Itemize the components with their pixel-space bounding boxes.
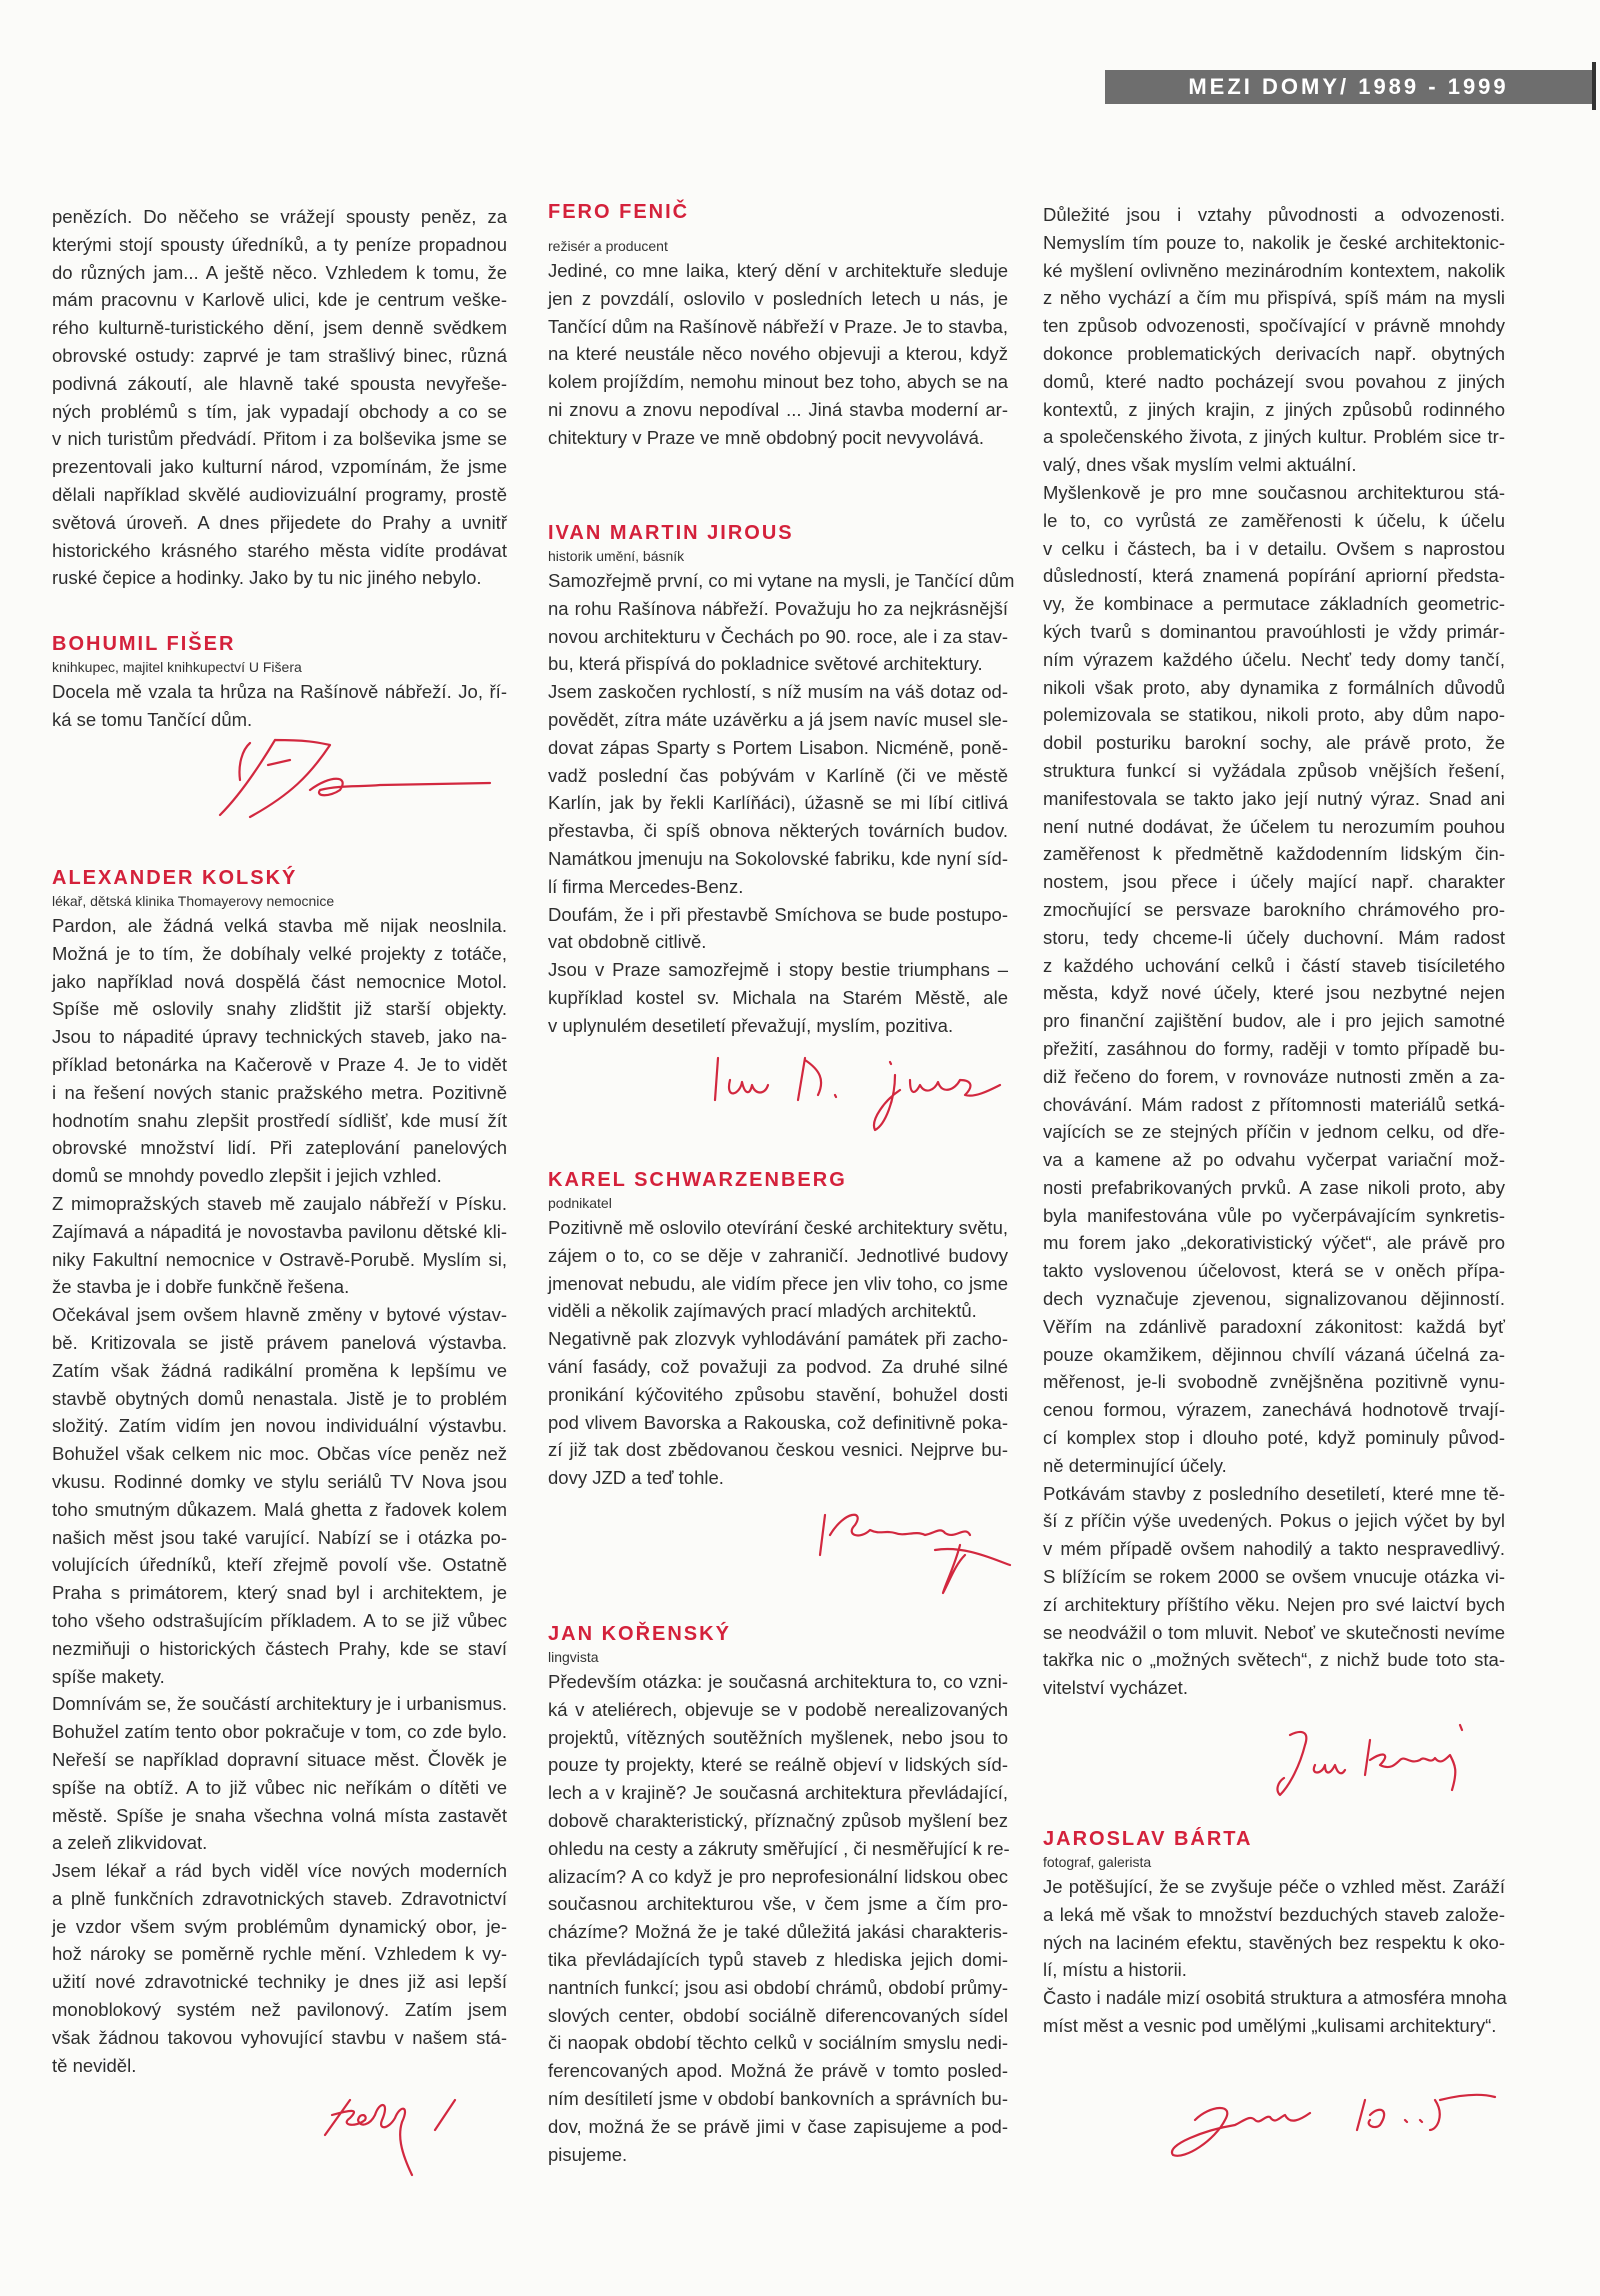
text-line: pro finanční zajištění budov, ale i pro jejich samotné <box>1043 1010 1505 1032</box>
text-line: ší z příčin výše uvedených. Pokus o jejich výčet by byl <box>1043 1510 1505 1532</box>
text-line: pod vlivem Bavorska a Rakouska, což definitivně poka- <box>548 1411 1008 1433</box>
text-line: příklad betonárka na Kačerově v Praze 4. Je to vidět <box>52 1053 507 1075</box>
text-line: Důležité jsou i vztahy původnosti a odvozenosti. <box>1043 204 1505 225</box>
section-title: MEZI DOMY/ 1989 - 1999 <box>1188 74 1509 99</box>
paragraph <box>52 912 507 1190</box>
paragraph <box>548 567 1015 678</box>
text-line: storu, tedy chceme-li účely duchovní. Mám radost <box>1043 926 1505 948</box>
text-line: kontextů, z jiných krajin, z jiných způsobů rodinného <box>1043 398 1505 420</box>
text-line: Pozitivně mě oslovilo otevírání české architektury světu, <box>548 1217 1008 1238</box>
text-line: Zatím však žádná radikální proměna k lepšímu ve <box>52 1359 507 1381</box>
paragraph <box>548 1325 1008 1492</box>
text-line: Neřeší se například dopravní situace měst. Člověk je <box>52 1748 507 1770</box>
signature-barta <box>1165 2075 1500 2170</box>
text-line: vkusu. Rodinné domky ve stylu seriálů TV Nova jsou <box>52 1470 507 1492</box>
text-line: lí, místu a historii. <box>1043 1959 1187 1981</box>
text-line: městě. Spíše je snaha všechna volná místa zastavět <box>52 1804 507 1826</box>
paragraph <box>52 203 507 592</box>
text-line: obrovské množství lidí. Při zateplování panelových <box>52 1137 507 1159</box>
text-line: nezmiňuji o historických částech Prahy, kde se staví <box>52 1637 507 1659</box>
paragraph <box>52 1857 507 2079</box>
text-line: tika převládajících typů staveb z hlediska jejich domi- <box>548 1948 1008 1970</box>
text-line: toho smutným důkazem. Malá ghetta z řadovek kolem <box>52 1498 507 1520</box>
signature-korensky <box>1270 1720 1480 1805</box>
contribution-jirous <box>548 521 1015 1040</box>
text-line: ká v ateliérech, objevuje se v podobě nerealizovaných <box>548 1698 1008 1720</box>
text-line: ohledu na cesty a zákruty směřující , či nesměřující k re- <box>548 1837 1010 1859</box>
contribution-korensky-continuation <box>1043 201 1505 1702</box>
text-line: lech a v krajině? Je současná architektura převládající, <box>548 1782 1008 1804</box>
text-line: slových center, období sociálně diferencovaných sídel <box>548 2004 1008 2026</box>
text-line: v mém případě ovšem nahodilý a takto nespravedlivý. <box>1043 1538 1505 1560</box>
text-line: současnou architekturou vše, v čem jsme a čím pro- <box>548 1893 1008 1915</box>
text-line: a zeleň zlikvidovat. <box>52 1832 208 1854</box>
text-line: povědět, zítra máte uzávěrku a já jsem navíc musel sle- <box>548 708 1008 730</box>
text-line: Docela mě vzala ta hrůza na Rašínově nábřeží. Jo, ří- <box>52 681 507 702</box>
text-line: stavbě obytných domů nenastala. Jistě je to problém <box>52 1387 507 1409</box>
text-line: Doufám, že i při přestavbě Smíchova se bude postupo- <box>548 903 1008 925</box>
text-line: pouze okamžikem, dějinnou chvílí vázaná účelná za- <box>1043 1343 1505 1365</box>
contribution-korensky <box>548 1622 1008 2168</box>
text-line: ním desítiletí jsme v období bankovních a správních bu- <box>548 2087 1008 2109</box>
text-line: míst měst a vesnic pod umělými „kulisami architektury“. <box>1043 2014 1497 2036</box>
text-line: chitektury v Praze ve mně obdobný pocit nevyvolává. <box>548 426 985 448</box>
author-role: režisér a producent <box>548 238 668 254</box>
text-line: alizacím? A co když je pro neprofesionální lidskou obec <box>548 1865 1008 1887</box>
text-line: volujících úředníků, kteří zřejmě povolí vše. Ostatně <box>52 1554 507 1576</box>
text-line: mám pracovnu v Karlově ulici, kde je centrum veške- <box>52 289 507 311</box>
text-line: ká se tomu Tančící dům. <box>52 708 253 730</box>
text-line: i na řešení nových stanic pražského metra. Pozitivně <box>52 1081 507 1103</box>
text-line: a společenského života, z jiných kultur. Problém sice tr- <box>1043 426 1505 448</box>
text-line: monoblokový systém než pavilonový. Zatím jsem <box>52 1999 507 2021</box>
text-line: takto vyslovenou účelovost, která se v oněch přípa- <box>1043 1260 1505 1282</box>
text-line: že stavba je i dobře funkčně řešena. <box>52 1276 350 1298</box>
contribution-fiser <box>52 632 507 734</box>
article-intro-continuation <box>52 203 507 592</box>
text-line: Karlín, jak by řekli Karlíňáci), úžasně se mi líbí citlivá <box>548 792 1008 814</box>
signature-kolsky <box>320 2090 480 2185</box>
text-line: vitelství vycházet. <box>1043 1677 1188 1699</box>
text-line: dokonce problematických derivacích např. obytných <box>1043 342 1505 364</box>
text-line: pouze ty projekty, které se reálně objeví v lidských síd- <box>548 1754 1008 1776</box>
text-line: a leká mě však to množství bezduchých staveb založe- <box>1043 1903 1505 1925</box>
text-line: Zajímavá a nápaditá je novostavba pavilonu dětské kli- <box>52 1220 507 1242</box>
section-header-bar <box>1105 70 1592 104</box>
author-name: FERO FENIČ <box>548 201 690 223</box>
text-line: Především otázka: je současná architektura to, co vzni- <box>548 1671 1008 1692</box>
text-line: složitý. Zatím vidím jen novou individuální výstavbu. <box>52 1415 507 1437</box>
text-line: Domnívám se, že součástí architektury je i urbanismus. <box>52 1693 507 1715</box>
text-line: domů, které nadto pocházejí svou povahou z jiných <box>1043 370 1505 392</box>
text-line: cházíme? Možná že je také důležitá jakási charakteris- <box>548 1921 1008 1943</box>
text-line: toho všeho odstrašujícím příkladem. A to se již vůbec <box>52 1609 507 1631</box>
text-line: dobově charakteristický, příznačný způsob myšlení bez <box>548 1809 1008 1831</box>
text-line: viděli a několik zajímavých prací mladých architektů. <box>548 1300 977 1322</box>
text-line: zmocňující se persvaze barokního chrámového pro- <box>1043 898 1505 920</box>
text-line: ké myšlení ovlivněno mezinárodním kontextem, nakolik <box>1043 259 1505 281</box>
author-name: IVAN MARTIN JIROUS <box>548 522 794 544</box>
text-line: kých tvarů s dominantou pravoúhlosti je vždy primár- <box>1043 620 1505 642</box>
text-line: ruské čepice a hodinky. Jako by tu nic jiného nebylo. <box>52 567 482 589</box>
text-line: zí architektury příštího věku. Nejen pro své laictví bych <box>1043 1593 1505 1615</box>
text-line: Namátkou jmenuju na Sokolovské fabriku, kde nyní síd- <box>548 847 1008 869</box>
contribution-barta <box>1043 1827 1505 2040</box>
signature-fiser <box>180 735 500 820</box>
text-line: ni znovu a znovu nepodíval ... Jiná stavba moderní ar- <box>548 398 1008 420</box>
paragraph <box>52 1190 507 1301</box>
text-line: v celku i částech, ba i v detailu. Ovšem s naprostou <box>1043 537 1505 559</box>
text-line: Z mimopražských staveb mě zaujalo nábřeží v Písku. <box>52 1192 507 1214</box>
text-line: va a kamene až po odvahu vyčerpat variační mož- <box>1043 1149 1505 1171</box>
text-line: le to, co vyrůstá ze zaměřenosti k účelu, k účelu <box>1043 509 1505 531</box>
text-line: se neodvážil o tom mluvit. Neboť ve skutečnosti nevíme <box>1043 1621 1505 1643</box>
contribution-schwarzenberg <box>548 1168 1008 1492</box>
text-line: důsledností, která znamená popírání apriorní předsta- <box>1043 565 1505 587</box>
text-line: světová úroveň. A dnes přijedete do Prahy a uvnitř <box>52 511 507 533</box>
text-line: z každého uchování celků i částí staveb tisíciletého <box>1043 954 1505 976</box>
text-line: Pardon, ale žádná velká stavba mě nijak neoslnila. <box>52 915 507 936</box>
text-line: Věřím na zdánlivě paradoxní zákonitost: každá byť <box>1043 1315 1505 1337</box>
text-line: kterými stojí spousty úředníků, a ty peníze propadnou <box>52 233 507 255</box>
text-line: a plně funkčních zdravotnických staveb. Zdravotnictví <box>52 1887 507 1909</box>
text-line: Bohužel však celkem nic moc. Občas více peněz než <box>52 1443 507 1465</box>
paragraph <box>52 678 507 734</box>
text-line: užití nové zdravotnické techniky je dnes již asi lepší <box>52 1971 507 1993</box>
text-line: hož nároky se poměrně rychle mění. Vzhledem k vy- <box>52 1943 507 1965</box>
text-line: tě neviděl. <box>52 2054 137 2076</box>
text-line: spíše na obtíž. A to již vůbec nic neříkám o dítěti ve <box>52 1776 507 1798</box>
author-name: JAN KOŘENSKÝ <box>548 1623 731 1645</box>
text-line: Myšlenkově je pro mne současnou architekturou stá- <box>1043 481 1505 503</box>
paragraph <box>52 1690 507 1857</box>
text-line: vadž poslední čas pobývám v Karlíně (či ve městě <box>548 764 1008 786</box>
author-name: KAREL SCHWARZENBERG <box>548 1169 847 1191</box>
text-line: Často i nadále mizí osobitá struktura a atmosféra mnoha <box>1043 1987 1507 2009</box>
text-line: dov, možná že se právě jimi v čase zapisujeme a pod- <box>548 2115 1008 2137</box>
text-line: ferencovaných apod. Možná že právě v tomto posled- <box>548 2060 1008 2082</box>
text-line: Negativně pak zlozvyk vyhlodávání památek při zacho- <box>548 1328 1008 1350</box>
author-name: BOHUMIL FIŠER <box>52 633 236 655</box>
signature-jirous <box>710 1050 1010 1135</box>
text-line: manifestovala se takto jako její nutný výraz. Snad ani <box>1043 787 1505 809</box>
contribution-kolsky <box>52 866 507 2079</box>
text-line: kolem projíždím, nemohu minout bez toho, abych se na <box>548 371 1008 393</box>
text-line: dech vyznačuje zjevenou, signalizovanou dějinností. <box>1043 1288 1505 1310</box>
page-edge-marker <box>1592 62 1596 110</box>
text-line: Praha s primátorem, který snad byl i architektem, je <box>52 1582 507 1604</box>
text-line: Očekával jsem ovšem hlavně změny v bytové výstav- <box>52 1304 507 1326</box>
text-line: nantních funkcí; jsou asi období chrámů, období průmy- <box>548 1976 1008 1998</box>
text-line: S blížícím se rokem 2000 se ovšem vnucuje otázka vi- <box>1043 1566 1505 1588</box>
text-line: pisujeme. <box>548 2143 628 2165</box>
text-line: cí komplex stop i dlouho poté, když pominuly původ- <box>1043 1427 1505 1449</box>
text-line: v nich turistům předvádí. Přitom i za bolševika jsme se <box>52 428 507 450</box>
text-line: bě. Kritizovala se jistě právem panelová výstavba. <box>52 1331 507 1353</box>
paragraph <box>1043 1984 1505 2040</box>
paragraph <box>548 1214 1008 1325</box>
text-line: spíše makety. <box>52 1665 165 1687</box>
text-line: Jsem zaskočen rychlostí, s níž musím na váš dotaz od- <box>548 681 1008 703</box>
text-line: nosti prefabrikovaných prvků. A zase nikoli proto, aby <box>1043 1176 1505 1198</box>
text-line: struktura funkcí si vyžádala způsob vnějších řešení, <box>1043 759 1505 781</box>
text-line: podivná zákoutí, ale hlavně také spousta nevyřeše- <box>52 372 507 394</box>
text-line: na které neustále něco nového objevuji a kterou, když <box>548 343 1008 365</box>
text-line: přežití, zasáhnou do formy, raději v tomto případě bu- <box>1043 1037 1505 1059</box>
text-line: Jediné, co mne laika, který dění v architektuře sleduje <box>548 260 1008 281</box>
text-line: vat obdobně citlivě. <box>548 931 707 953</box>
text-line: prezentovali jako kulturní národ, vzpomínám, že jsme <box>52 456 507 478</box>
text-line: ním výrazem každého účelu. Nechť tedy domy tančí, <box>1043 648 1505 670</box>
text-line: není nutné dodávat, že účelem tu nerozumím pouhou <box>1043 815 1505 837</box>
paragraph <box>548 678 1008 900</box>
signature-schwarzenberg <box>815 1505 1015 1600</box>
text-line: do různých jam... A ještě něco. Vzhledem k tomu, že <box>52 261 507 283</box>
text-line: z něho vychází a čím mu přispívá, spíš mám na mysli <box>1043 287 1505 309</box>
text-line: zaměřenost k předmětně každodenním lidským čin- <box>1043 843 1505 865</box>
paragraph <box>52 1301 507 1690</box>
text-line: historického krásného starého města vidíte prodávat <box>52 539 507 561</box>
text-line: diž řečeno do forem, v rovnováze nutnosti změn a za- <box>1043 1065 1505 1087</box>
text-line: dobil posturiku barokní sochy, ale právě proto, že <box>1043 732 1505 754</box>
text-line: takřka nic o „možných světech“, z nichž bude toto sta- <box>1043 1649 1505 1671</box>
text-line: polemizovala se statikou, nikoli proto, aby dům napo- <box>1043 704 1505 726</box>
author-role: knihkupec, majitel knihkupectví U Fišera <box>52 659 302 675</box>
text-line: kupříklad kostel sv. Michala na Starém Městě, ale <box>548 986 1008 1008</box>
author-role: lékař, dětská klinika Thomayerovy nemocnice <box>52 893 335 909</box>
paragraph <box>548 257 1008 452</box>
text-line: zájem o to, co se děje v zahraničí. Jednotlivé budovy <box>548 1244 1008 1266</box>
text-line: valý, dnes však myslím velmi aktuální. <box>1043 454 1357 476</box>
text-line: penězích. Do něčeho se vrážejí spousty peněz, za <box>52 206 507 227</box>
author-role: podnikatel <box>548 1195 612 1211</box>
text-line: vajících se ze stejných příčin v jednom celku, od dře- <box>1043 1121 1505 1143</box>
text-line: novou architekturu v Čechách po 90. roce, ale i za stav- <box>548 625 1008 647</box>
text-line: Spíše mě oslovily snahy zlidštit již starší objekty. <box>52 998 507 1020</box>
text-line: Tančící dům na Rašínově nábřeží v Praze. Je to stavba, <box>548 315 1008 337</box>
text-line: hodnotím snahu zlepšit prostředí sídlišť, kde musí žít <box>52 1109 507 1131</box>
paragraph <box>1043 479 1505 1480</box>
text-line: Jsou v Praze samozřejmě i stopy bestie triumphans – <box>548 959 1008 981</box>
text-line: dovy JZD a teď tohle. <box>548 1467 724 1489</box>
text-line: Jsem lékař a rád bych viděl více nových moderních <box>52 1860 507 1882</box>
author-role: lingvista <box>548 1649 599 1665</box>
text-line: chovávání. Mám radost z přítomnosti materiálů setká- <box>1043 1093 1505 1115</box>
text-line: na rohu Rašínova nábřeží. Považuju ho za nejkrásnější <box>548 597 1008 619</box>
text-line: byla manifestována vůle po vyčerpávajícím synkretis- <box>1043 1204 1505 1226</box>
text-line: města, když nové účely, které jsou nezbytné nejen <box>1043 982 1505 1004</box>
text-line: v uplynulém desetiletí převažují, myslím, pozitiva. <box>548 1014 954 1036</box>
text-line: ten způsob odvozenosti, spočívající v právně mnohdy <box>1043 315 1505 337</box>
text-line: bu, která přispívá do pokladnice světové architektury. <box>548 653 983 675</box>
text-line: zí již tak dost zbědovanou českou vesnici. Nejprve bu- <box>548 1439 1008 1461</box>
text-line: Možná je to tím, že dobíhaly velké projekty z totáče, <box>52 942 507 964</box>
text-line: obrovské ostudy: zaprvé je tam strašlivý binec, různá <box>52 344 507 366</box>
text-line: ných problémů s tím, jak vypadají obchody a co se <box>52 400 507 422</box>
text-line: rého kulturně-turistického dění, jsem denně svědkem <box>52 317 507 339</box>
text-line: Potkávám stavby z posledního desetiletí, které mne tě- <box>1043 1482 1505 1504</box>
paragraph <box>1043 1480 1505 1702</box>
text-line: však žádnou takovou vyhovující stavbu v našem stá- <box>52 2026 507 2048</box>
author-role: historik umění, básník <box>548 548 685 564</box>
text-line: jen z povzdálí, oslovilo v posledních letech u nás, je <box>548 287 1008 309</box>
text-line: nostem, jsou přece i účely mající např. charakter <box>1043 871 1505 893</box>
text-line: je vzdor všem svým problémům dynamický obor, je- <box>52 1915 507 1937</box>
text-line: či naopak období těchto celků v sociálním smyslu nedi- <box>548 2032 1008 2054</box>
text-line: mu forem jako „dekorativistický výčet“, ale právě pro <box>1043 1232 1505 1254</box>
text-line: Je potěšující, že se zvyšuje péče o vzhled měst. Zaráží <box>1043 1876 1505 1897</box>
text-line: ných na laciném efektu, stavěných bez respektu k oko- <box>1043 1931 1505 1953</box>
text-line: domů se mnohdy povedlo zlepšit i jejich vzhled. <box>52 1165 442 1187</box>
text-line: vání fasády, což považuji za podvod. Za druhé silné <box>548 1355 1008 1377</box>
text-line: našich měst jsou také varující. Nabízí se i otázka po- <box>52 1526 507 1548</box>
text-line: jako například nová dospělá část nemocnice Motol. <box>52 970 507 992</box>
author-name: JAROSLAV BÁRTA <box>1043 1828 1253 1850</box>
author-name: ALEXANDER KOLSKÝ <box>52 867 298 889</box>
paragraph <box>1043 201 1505 479</box>
text-line: Bohužel zatím tento obor pokračuje v tom, co zde bylo. <box>52 1721 507 1743</box>
text-line: nikoli však proto, aby dynamika z formálních důvodů <box>1043 676 1505 698</box>
paragraph <box>548 956 1008 1039</box>
text-line: lí firma Mercedes-Benz. <box>548 875 744 897</box>
text-line: jmenovat nebudu, ale vidím přece jen vliv toho, co jsme <box>548 1272 1008 1294</box>
text-line: pronikání kýčovitého způsobu stavění, bohužel dosti <box>548 1383 1008 1405</box>
text-line: Nemyslím tím pouze to, nakolik je české architektonic- <box>1043 231 1505 253</box>
text-line: ně determinující účely. <box>1043 1454 1227 1476</box>
text-line: měřenost, je-li svobodně zvnějšněna pozitivně vynu- <box>1043 1371 1505 1393</box>
text-line: přestavba, či spíš obnova některých továrních budov. <box>548 820 1008 842</box>
text-line: vy, že kombinace a permutace základních geometric- <box>1043 593 1505 615</box>
text-line: cenou formou, výrazem, zanechává hodnotově trvají- <box>1043 1399 1505 1421</box>
text-line: dělali například skvělé audiovizuální programy, prostě <box>52 483 507 505</box>
paragraph <box>548 1668 1008 2168</box>
text-line: niky Fakultní nemocnice v Ostravě-Porubě. Myslím si, <box>52 1248 507 1270</box>
text-line: dovat zápas Sparty s Portem Lisabon. Nicméně, poně- <box>548 736 1008 758</box>
text-line: Jsou to nápadité úpravy technických staveb, jako na- <box>52 1026 507 1048</box>
author-role: fotograf, galerista <box>1043 1854 1152 1870</box>
contribution-fenic <box>548 200 1008 452</box>
text-line: Samozřejmě první, co mi vytane na mysli, je Tančící dům <box>548 570 1015 591</box>
paragraph <box>548 901 1008 957</box>
paragraph <box>1043 1873 1505 1984</box>
text-line: projektů, vítězných soutěžních myšlenek, nebo jsou to <box>548 1726 1008 1748</box>
